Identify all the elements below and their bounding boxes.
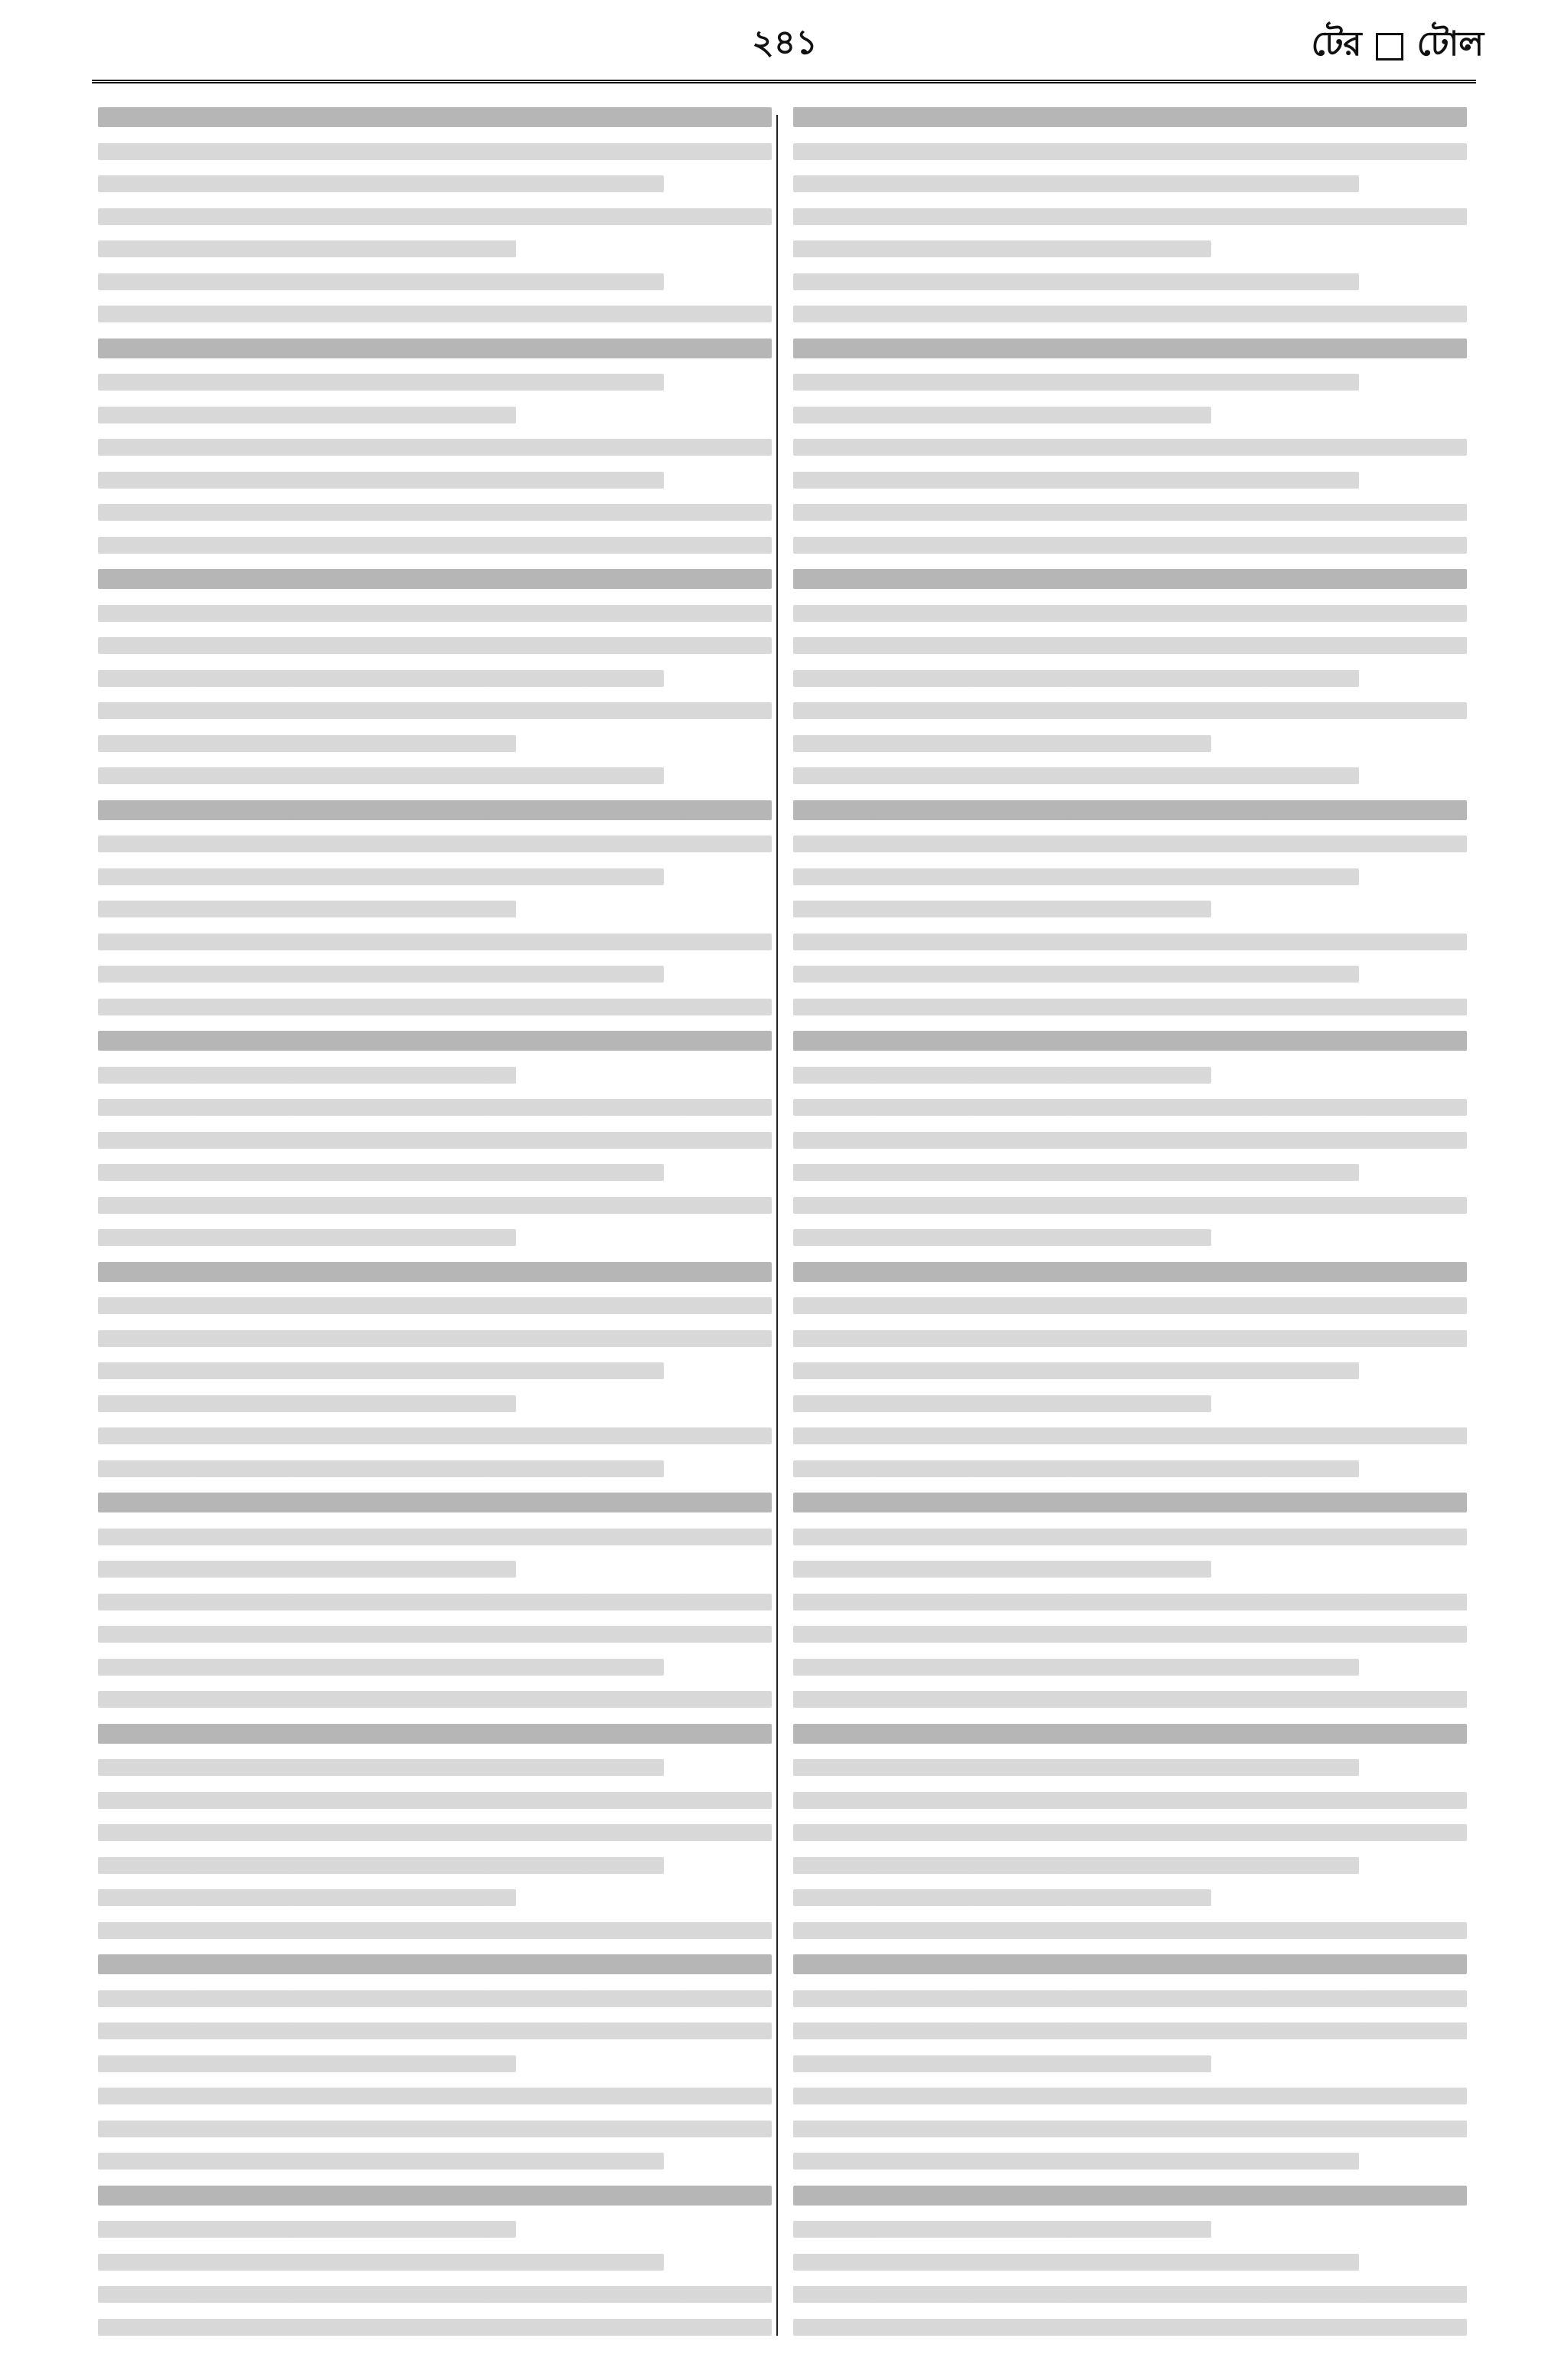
illegible-text-line xyxy=(98,1626,772,1643)
illegible-text-line xyxy=(98,800,772,820)
illegible-text-line xyxy=(98,1362,664,1379)
illegible-text-line xyxy=(98,1229,516,1246)
illegible-text-line xyxy=(793,2022,1467,2039)
illegible-text-line xyxy=(793,670,1359,687)
illegible-text-line xyxy=(98,1792,772,1809)
illegible-text-line xyxy=(793,240,1211,257)
illegible-text-line xyxy=(98,1659,664,1676)
illegible-text-line xyxy=(98,338,772,358)
illegible-text-line xyxy=(98,143,772,160)
illegible-text-line xyxy=(793,934,1467,950)
illegible-text-line xyxy=(98,901,516,917)
illegible-text-line xyxy=(793,1132,1467,1149)
illegible-text-line xyxy=(98,175,664,192)
illegible-text-line xyxy=(98,407,516,423)
illegible-text-line xyxy=(793,569,1467,589)
illegible-text-line xyxy=(793,338,1467,358)
right-column xyxy=(793,107,1467,2343)
illegible-text-line xyxy=(793,1493,1467,1512)
illegible-text-line xyxy=(98,1099,772,1116)
illegible-text-line xyxy=(98,2286,772,2303)
illegible-text-line xyxy=(793,1427,1467,1444)
illegible-text-line xyxy=(98,2088,772,2104)
illegible-text-line xyxy=(793,800,1467,820)
illegible-text-line xyxy=(793,439,1467,456)
illegible-text-line xyxy=(793,2186,1467,2206)
illegible-text-line xyxy=(793,1229,1211,1246)
illegible-text-line xyxy=(793,868,1359,885)
illegible-text-line xyxy=(793,1990,1467,2007)
illegible-text-line xyxy=(98,569,772,589)
illegible-text-line xyxy=(98,2121,772,2137)
guide-word-last: টোল xyxy=(1416,25,1484,64)
illegible-text-line xyxy=(98,1724,772,1744)
illegible-text-line xyxy=(793,1724,1467,1744)
illegible-text-line xyxy=(793,1594,1467,1610)
illegible-text-line xyxy=(793,901,1211,917)
illegible-text-line xyxy=(98,1132,772,1149)
illegible-text-line xyxy=(98,2022,772,2039)
illegible-text-line xyxy=(793,1759,1359,1776)
illegible-text-line xyxy=(98,1889,516,1906)
illegible-text-line xyxy=(98,835,772,852)
illegible-text-line xyxy=(793,1954,1467,1974)
illegible-text-line xyxy=(98,966,664,983)
illegible-text-line xyxy=(98,374,664,391)
illegible-text-line xyxy=(98,2254,664,2271)
illegible-text-line xyxy=(98,472,664,489)
illegible-text-line xyxy=(793,504,1467,521)
illegible-text-line xyxy=(793,637,1467,654)
illegible-text-line xyxy=(793,1330,1467,1347)
illegible-text-line xyxy=(98,637,772,654)
illegible-text-line xyxy=(98,1759,664,1776)
illegible-text-line xyxy=(793,1626,1467,1643)
illegible-text-line xyxy=(793,2121,1467,2137)
illegible-text-line xyxy=(98,2221,516,2238)
illegible-text-line xyxy=(793,2088,1467,2104)
illegible-text-line xyxy=(98,1529,772,1545)
illegible-text-line xyxy=(98,1857,664,1874)
illegible-text-line xyxy=(793,1395,1211,1412)
illegible-text-line xyxy=(98,1691,772,1708)
illegible-text-line xyxy=(98,1460,664,1477)
illegible-text-line xyxy=(98,605,772,622)
guide-word-first: টের xyxy=(1311,25,1362,64)
illegible-text-line xyxy=(793,306,1467,322)
illegible-text-line xyxy=(793,2286,1467,2303)
illegible-text-line xyxy=(793,273,1359,290)
illegible-text-line xyxy=(793,374,1359,391)
illegible-text-line xyxy=(793,999,1467,1015)
header-rule xyxy=(92,80,1476,83)
illegible-text-line xyxy=(793,702,1467,719)
illegible-text-line xyxy=(98,1067,516,1084)
illegible-text-line xyxy=(793,1099,1467,1116)
illegible-text-line xyxy=(98,208,772,225)
illegible-text-line xyxy=(793,1659,1359,1676)
illegible-text-line xyxy=(98,1197,772,1214)
illegible-text-line xyxy=(98,1561,516,1578)
illegible-text-line xyxy=(98,2153,664,2170)
illegible-text-line xyxy=(98,504,772,521)
illegible-text-line xyxy=(98,2186,772,2206)
guide-words xyxy=(1312,18,1484,74)
illegible-text-line xyxy=(98,702,772,719)
illegible-text-line xyxy=(793,1824,1467,1841)
illegible-text-line xyxy=(98,767,664,784)
illegible-text-line xyxy=(98,537,772,554)
illegible-text-line xyxy=(793,835,1467,852)
illegible-text-line xyxy=(98,2055,516,2072)
illegible-text-line xyxy=(98,670,664,687)
illegible-text-line xyxy=(793,1067,1211,1084)
separator-box-icon xyxy=(1376,33,1403,60)
illegible-text-line xyxy=(793,1362,1359,1379)
illegible-text-line xyxy=(793,407,1211,423)
illegible-text-line xyxy=(793,143,1467,160)
illegible-text-line xyxy=(98,1164,664,1181)
column-divider xyxy=(776,115,778,2336)
illegible-text-line xyxy=(793,2254,1359,2271)
illegible-text-line xyxy=(793,966,1359,983)
illegible-text-line xyxy=(793,1857,1359,1874)
illegible-text-line xyxy=(98,1262,772,1282)
illegible-text-line xyxy=(793,1460,1359,1477)
illegible-text-line xyxy=(793,1297,1467,1314)
illegible-text-line xyxy=(793,1262,1467,1282)
illegible-text-line xyxy=(793,1792,1467,1809)
left-column xyxy=(98,107,772,2343)
illegible-text-line xyxy=(98,1824,772,1841)
illegible-text-line xyxy=(98,934,772,950)
illegible-text-line xyxy=(98,1427,772,1444)
illegible-text-line xyxy=(793,2055,1211,2072)
illegible-text-line xyxy=(793,1164,1359,1181)
illegible-text-line xyxy=(793,175,1359,192)
illegible-text-line xyxy=(793,537,1467,554)
illegible-text-line xyxy=(98,240,516,257)
illegible-text-line xyxy=(793,605,1467,622)
illegible-text-line xyxy=(793,1197,1467,1214)
illegible-text-line xyxy=(98,1922,772,1939)
illegible-text-line xyxy=(98,439,772,456)
illegible-text-line xyxy=(98,1395,516,1412)
illegible-text-line xyxy=(793,208,1467,225)
illegible-text-line xyxy=(98,1297,772,1314)
illegible-text-line xyxy=(793,2319,1467,2336)
illegible-text-line xyxy=(98,1990,772,2007)
illegible-text-line xyxy=(98,735,516,752)
illegible-text-line xyxy=(98,1954,772,1974)
illegible-text-line xyxy=(793,735,1211,752)
illegible-text-line xyxy=(98,1594,772,1610)
illegible-text-line xyxy=(98,868,664,885)
illegible-text-line xyxy=(98,2319,772,2336)
page-header xyxy=(0,0,1568,92)
illegible-text-line xyxy=(793,1889,1211,1906)
illegible-text-line xyxy=(793,1031,1467,1051)
illegible-text-line xyxy=(98,306,772,322)
illegible-text-line xyxy=(793,1529,1467,1545)
illegible-text-line xyxy=(793,2221,1211,2238)
page-number: ২৪১ xyxy=(752,23,818,62)
illegible-text-line xyxy=(793,1561,1211,1578)
illegible-text-line xyxy=(793,1691,1467,1708)
illegible-text-line xyxy=(98,1330,772,1347)
illegible-text-line xyxy=(98,1493,772,1512)
illegible-text-line xyxy=(793,107,1467,127)
illegible-text-line xyxy=(793,472,1359,489)
illegible-text-line xyxy=(793,2153,1359,2170)
illegible-text-line xyxy=(98,273,664,290)
illegible-text-line xyxy=(793,1922,1467,1939)
illegible-text-line xyxy=(98,1031,772,1051)
illegible-text-line xyxy=(793,767,1359,784)
illegible-text-line xyxy=(98,107,772,127)
illegible-text-line xyxy=(98,999,772,1015)
